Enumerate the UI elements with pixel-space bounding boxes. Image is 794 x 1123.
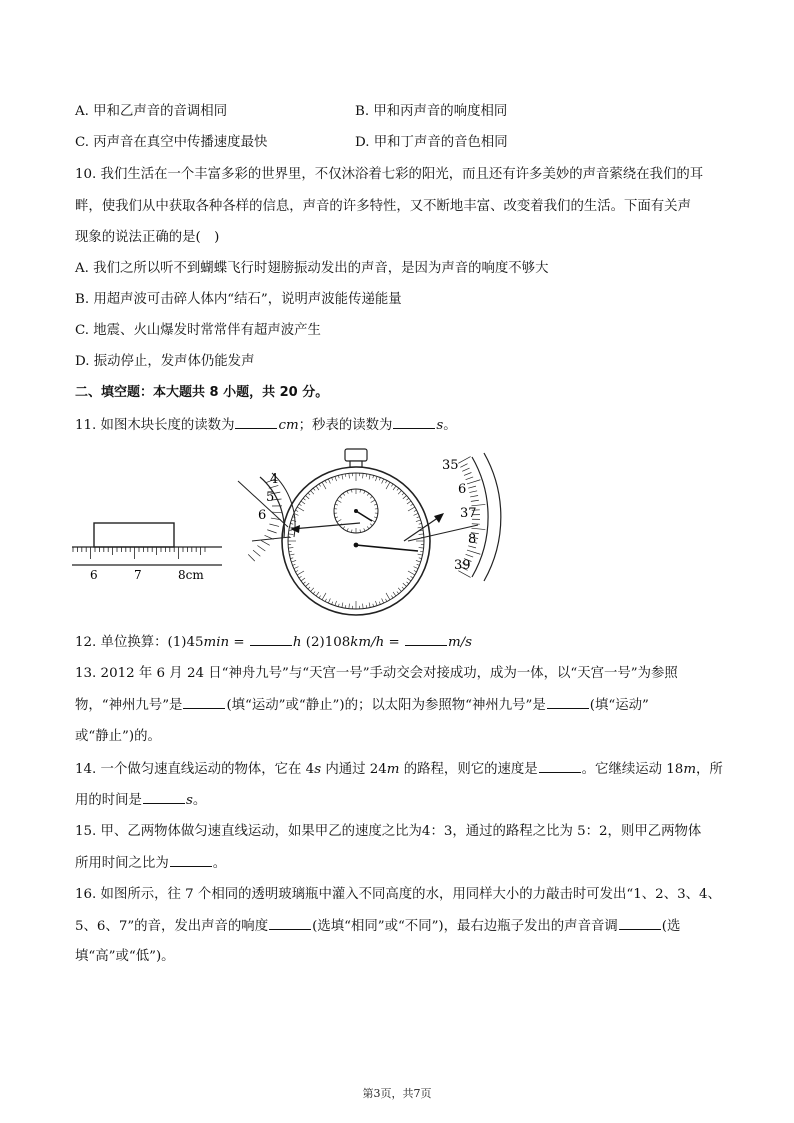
q13-line2c: (填“运动” [589, 698, 649, 713]
q14-unit-s2: s [185, 793, 193, 808]
q14-blank-2[interactable] [143, 791, 185, 804]
q12-unit-kmh: km/h [350, 635, 385, 650]
q10-stem-line2: 畔，使我们从中获取各种各样的信息，声音的许多特性，又不断地丰富、改变着我们的生活。下面有关声 [75, 199, 691, 214]
q14-blank-1[interactable] [539, 760, 581, 773]
right-inset-tick [471, 528, 485, 529]
q11-unit-cm: cm [278, 418, 299, 433]
q10-option-d: D. 振动停止，发声体仍能发声 [75, 354, 255, 369]
seconds-hand-pivot [354, 543, 359, 548]
q12-eq1: = [229, 635, 249, 650]
q12-eq2: = [384, 635, 404, 650]
right-inset-tick [470, 496, 478, 497]
q11-stem [75, 416, 725, 435]
right-inset-label-37: 37 [460, 506, 477, 521]
q9-option-a: A. 甲和乙声音的音调相同 [75, 104, 228, 119]
q13-line2a: 物，“神州九号”是 [75, 698, 183, 713]
ruler-ticks [73, 547, 205, 559]
q11-blank-2[interactable] [393, 416, 435, 429]
q14-line1e: ，所 [696, 762, 723, 777]
q12-stem [75, 633, 725, 652]
q11-end: 。 [443, 418, 457, 433]
ruler-figure [70, 515, 225, 587]
right-inset-label-39: 39 [454, 558, 471, 573]
page-footer: 第3页，共7页 [362, 1087, 432, 1100]
q9-option-c: C. 丙声音在真空中传播速度最快 [75, 135, 268, 150]
right-inset-label-6: 6 [458, 482, 467, 497]
right-inset-arrowhead [434, 513, 444, 523]
q12-unit-min: min [203, 635, 230, 650]
q10-option-a: A. 我们之所以听不到蝴蝶飞行时翅膀振动发出的声音，是因为声音的响度不够大 [75, 261, 549, 276]
q9-option-b: B. 甲和丙声音的响度相同 [355, 104, 508, 119]
left-inset-tick [261, 541, 269, 546]
left-inset-label-6: 6 [258, 508, 267, 523]
q11-blank-1[interactable] [235, 416, 277, 429]
q10-option-c: C. 地震、火山爆发时常常伴有超声波产生 [75, 323, 321, 338]
right-inset-tick [462, 468, 469, 471]
q12-pre: 12. 单位换算：(1)45 [75, 635, 204, 650]
left-inset-tick [269, 524, 279, 526]
ruler-label-8cm: 8cm [178, 568, 204, 582]
wood-block [94, 523, 174, 547]
q15-line2b: 。 [212, 856, 227, 871]
q16-blank-2[interactable] [619, 917, 661, 930]
q14-unit-m1: m [386, 762, 400, 777]
q10-option-b: B. 用超声波可击碎人体内“结石”，说明声波能传递能量 [75, 292, 402, 307]
right-inset-label-35: 35 [442, 458, 459, 473]
q15-blank[interactable] [170, 854, 212, 867]
q13-line3: 或“静止”)的。 [75, 729, 161, 744]
q13-line2 [75, 696, 725, 715]
q11-unit-s: s [436, 418, 444, 433]
q14-line2 [75, 791, 725, 810]
q14-unit-m2: m [683, 762, 697, 777]
q16-line2c: (选 [661, 919, 681, 934]
q9-option-d: D. 甲和丁声音的音色相同 [355, 135, 508, 150]
left-inset-tick [257, 546, 265, 552]
ruler-label-6: 6 [90, 568, 98, 582]
q16-line1: 16. 如图所示，往 7 个相同的透明玻璃瓶中灌入不同高度的水，用同样大小的力敲击时可发出“1、2、3、4、 [75, 887, 721, 902]
q14-line2a: 用的时间是 [75, 793, 142, 808]
q15-line1: 15. 甲、乙两物体做匀速直线运动，如果甲乙的速度之比为4：3，通过的路程之比为 5：2，则甲乙两物体 [75, 824, 702, 839]
left-inset-label-4: 4 [270, 472, 279, 487]
q10-stem-line1: 10. 我们生活在一个丰富多彩的世界里，不仅沐浴着七彩的阳光，而且还有许多美妙的声音萦绕在我们的耳 [75, 167, 704, 182]
right-inset-tick [471, 500, 479, 501]
q16-line2 [75, 917, 725, 936]
right-inset-tick [460, 464, 467, 468]
left-inset-tick [272, 512, 282, 513]
stopwatch-crown [345, 449, 367, 461]
q12-mid: (2)108 [301, 635, 351, 650]
q10-stem-line3: 现象的说法正确的是( ) [75, 230, 220, 245]
left-inset-tick [248, 554, 255, 561]
right-inset-tick [467, 550, 480, 554]
q14-line1a: 14. 一个做匀速直线运动的物体，它在 4 [75, 762, 315, 777]
q14-line2b: 。 [192, 793, 207, 808]
q16-line2a: 5、6、7”的音，发出声音的响度 [75, 919, 269, 934]
q11-pre: 11. 如图木块长度的读数为 [75, 418, 235, 433]
q14-unit-s1: s [314, 762, 322, 777]
right-inset-tick [467, 480, 480, 484]
q14-line1b: 内通过 24 [321, 762, 387, 777]
q12-blank-2[interactable] [405, 633, 447, 646]
left-inset-tick [253, 550, 260, 556]
right-inset-tick [466, 477, 474, 480]
right-inset-tick [458, 457, 470, 464]
q12-unit-h: h [292, 635, 302, 650]
q14-line1c: 的路程，则它的速度是 [399, 762, 538, 777]
q13-blank-1[interactable] [183, 696, 225, 709]
right-inset-tick [468, 486, 476, 488]
q16-line2b: (选填“相同”或“不同”)，最右边瓶子发出的声音音调 [312, 919, 618, 934]
right-inset-tick [469, 491, 477, 493]
q15-line2 [75, 854, 725, 873]
q16-blank-1[interactable] [269, 917, 311, 930]
right-inset-tick [466, 554, 474, 557]
left-inset-tick [267, 530, 276, 533]
left-inset-label-5: 5 [266, 490, 275, 505]
q13-line1: 13. 2012 年 6 月 24 日“神舟九号”与“天宫一号”手动交会对接成功，成为一体，以“天宫一号”为参照 [75, 666, 678, 681]
section-heading: 二、填空题：本大题共 8 小题，共 20 分。 [75, 385, 329, 400]
q14-line1 [75, 760, 725, 779]
minute-hand-pivot [354, 509, 358, 513]
q14-line1d: 。它继续运动 18 [581, 762, 684, 777]
q13-line2b: (填“运动”或“静止”)的；以太阳为参照物“神州九号”是 [226, 698, 546, 713]
q11-mid: ；秒表的读数为 [298, 418, 393, 433]
q15-line2a: 所用时间之比为 [75, 856, 169, 871]
right-inset-tick [464, 472, 471, 475]
q12-blank-1[interactable] [250, 633, 292, 646]
stopwatch-figure [232, 445, 507, 623]
stopwatch-stem [350, 461, 362, 467]
ruler-label-7: 7 [134, 568, 142, 582]
q12-unit-ms: m/s [447, 635, 473, 650]
right-inset-label-8: 8 [468, 532, 477, 547]
q13-blank-2[interactable] [547, 696, 589, 709]
right-inset-arc-outer [484, 453, 501, 581]
q16-line3: 填“高”或“低”)。 [75, 949, 175, 964]
